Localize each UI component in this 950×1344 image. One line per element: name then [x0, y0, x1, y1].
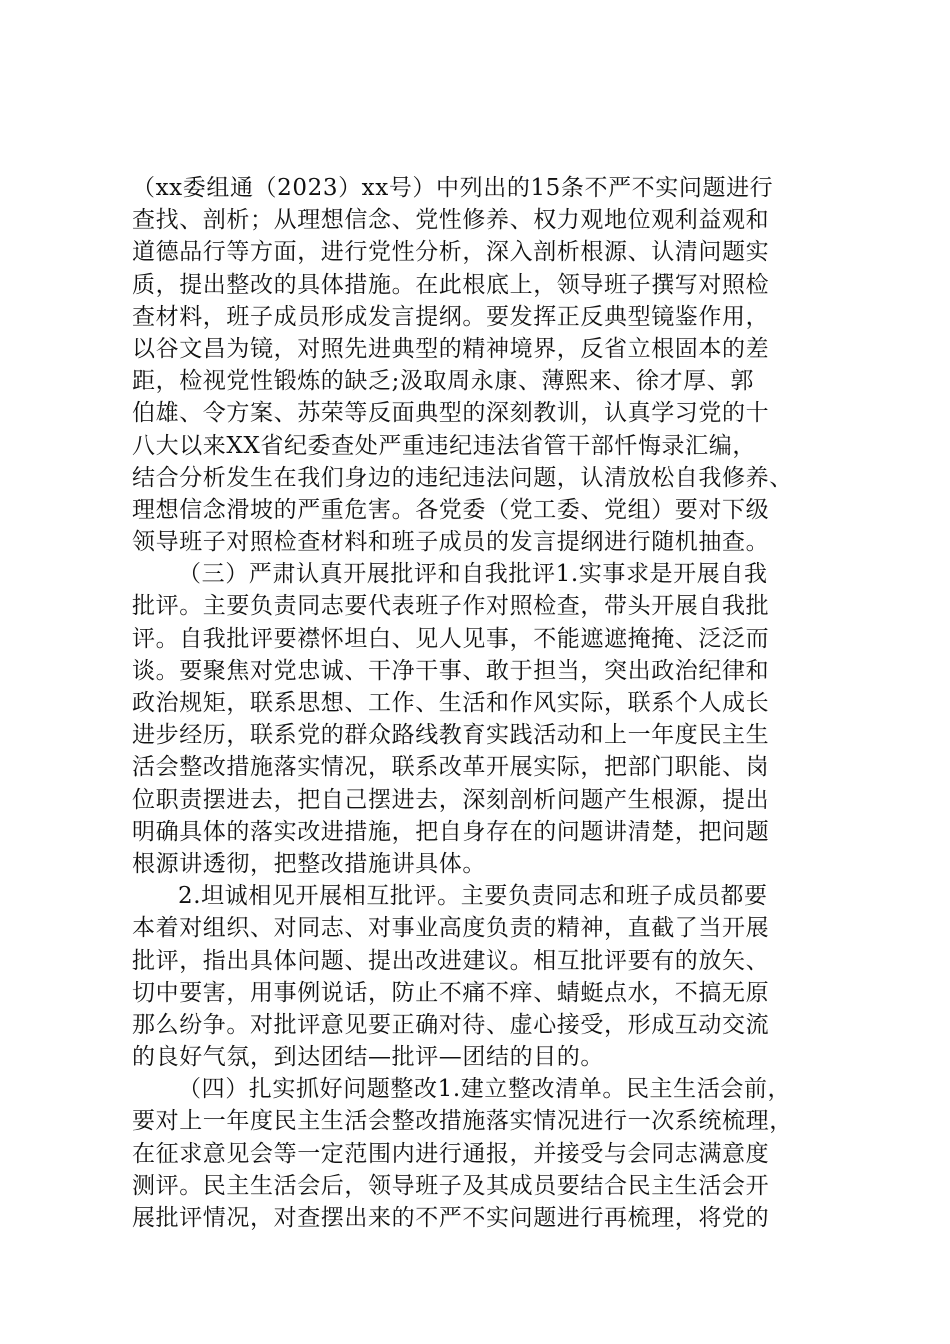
text-line: 以谷文昌为镜，对照先进典型的精神境界，反省立根固本的差 — [132, 335, 770, 362]
text-line: 政治规矩，联系思想、工作、生活和作风实际，联系个人成长 — [132, 690, 770, 716]
text-line: 的良好气氛，到达团结—批评—团结的目的。 — [132, 1044, 604, 1071]
text-line: 批评。主要负责同志要代表班子作对照检查，带头开展自我批 — [132, 593, 770, 620]
text-line: 领导班子对照检查材料和班子成员的发言提纲进行随机抽查。 — [132, 529, 770, 556]
text-line: 批评，指出具体问题、提出改进建议。相互批评要有的放矢、 — [132, 947, 770, 974]
text-line: 要对上一年度民主生活会整改措施落实情况进行一次系统梳理， — [132, 1108, 793, 1135]
text-line: 位职责摆进去，把自己摆进去，深刻剖析问题产生根源，提出 — [132, 786, 770, 813]
text-line: 八大以来XX省纪委查处严重违纪违法省管干部忏悔录汇编， — [132, 432, 756, 459]
text-line: （xx委组通（2023）xx号）中列出的15条不严不实问题进行 — [132, 175, 774, 201]
text-line: 展批评情况，对查摆出来的不严不实问题进行再梳理，将党的 — [132, 1205, 770, 1231]
text-line: 明确具体的落实改进措施，把自身存在的问题讲清楚，把问题 — [132, 818, 770, 845]
text-line: 距，检视党性锻炼的缺乏;汲取周永康、薄熙来、徐才厚、郭 — [132, 368, 754, 395]
section-heading-line: （四）扎实抓好问题整改1.建立整改清单。民主生活会前， — [178, 1076, 792, 1103]
text-line: 评。自我批评要襟怀坦白、见人见事，不能遮遮掩掩、泛泛而 — [132, 625, 770, 652]
text-line: 测评。民主生活会后，领导班子及其成员要结合民主生活会开 — [132, 1172, 770, 1199]
text-line: 谈。要聚焦对党忠诚、干净干事、敢于担当，突出政治纪律和 — [132, 657, 770, 684]
text-line: 进步经历，联系党的群众路线教育实践活动和上一年度民主生 — [132, 722, 770, 749]
text-line: 查找、剖析；从理想信念、党性修养、权力观地位观利益观和 — [132, 207, 770, 234]
text-line: 查材料，班子成员形成发言提纲。要发挥正反典型镜鉴作用， — [132, 303, 770, 330]
text-line: 根源讲透彻，把整改措施讲具体。 — [132, 850, 486, 877]
text-line: 活会整改措施落实情况，联系改革开展实际，把部门职能、岗 — [132, 754, 770, 781]
text-line: 那么纷争。对批评意见要正确对待、虚心接受，形成互动交流 — [132, 1011, 770, 1038]
text-line: 伯雄、令方案、苏荣等反面典型的深刻教训，认真学习党的十 — [132, 400, 770, 427]
section-heading-line: （三）严肃认真开展批评和自我批评1.实事求是开展自我 — [178, 561, 768, 588]
text-line: 在征求意见会等一定范围内进行通报，并接受与会同志满意度 — [132, 1140, 770, 1167]
text-line: 切中要害，用事例说话，防止不痛不痒、蜻蜓点水，不搞无原 — [132, 979, 770, 1006]
text-line: 道德品行等方面，进行党性分析，深入剖析根源、认清问题实 — [132, 239, 770, 266]
text-line: 质，提出整改的具体措施。在此根底上，领导班子撰写对照检 — [132, 271, 770, 298]
document-body — [132, 172, 844, 1234]
text-line: 本着对组织、对同志、对事业高度负责的精神，直截了当开展 — [132, 915, 770, 942]
text-line: 理想信念滑坡的严重危害。各党委（党工委、党组）要对下级 — [132, 496, 770, 523]
paragraph-start-line: 2.坦诚相见开展相互批评。主要负责同志和班子成员都要 — [178, 883, 768, 910]
text-line: 结合分析发生在我们身边的违纪违法问题，认清放松自我修养、 — [132, 464, 793, 491]
